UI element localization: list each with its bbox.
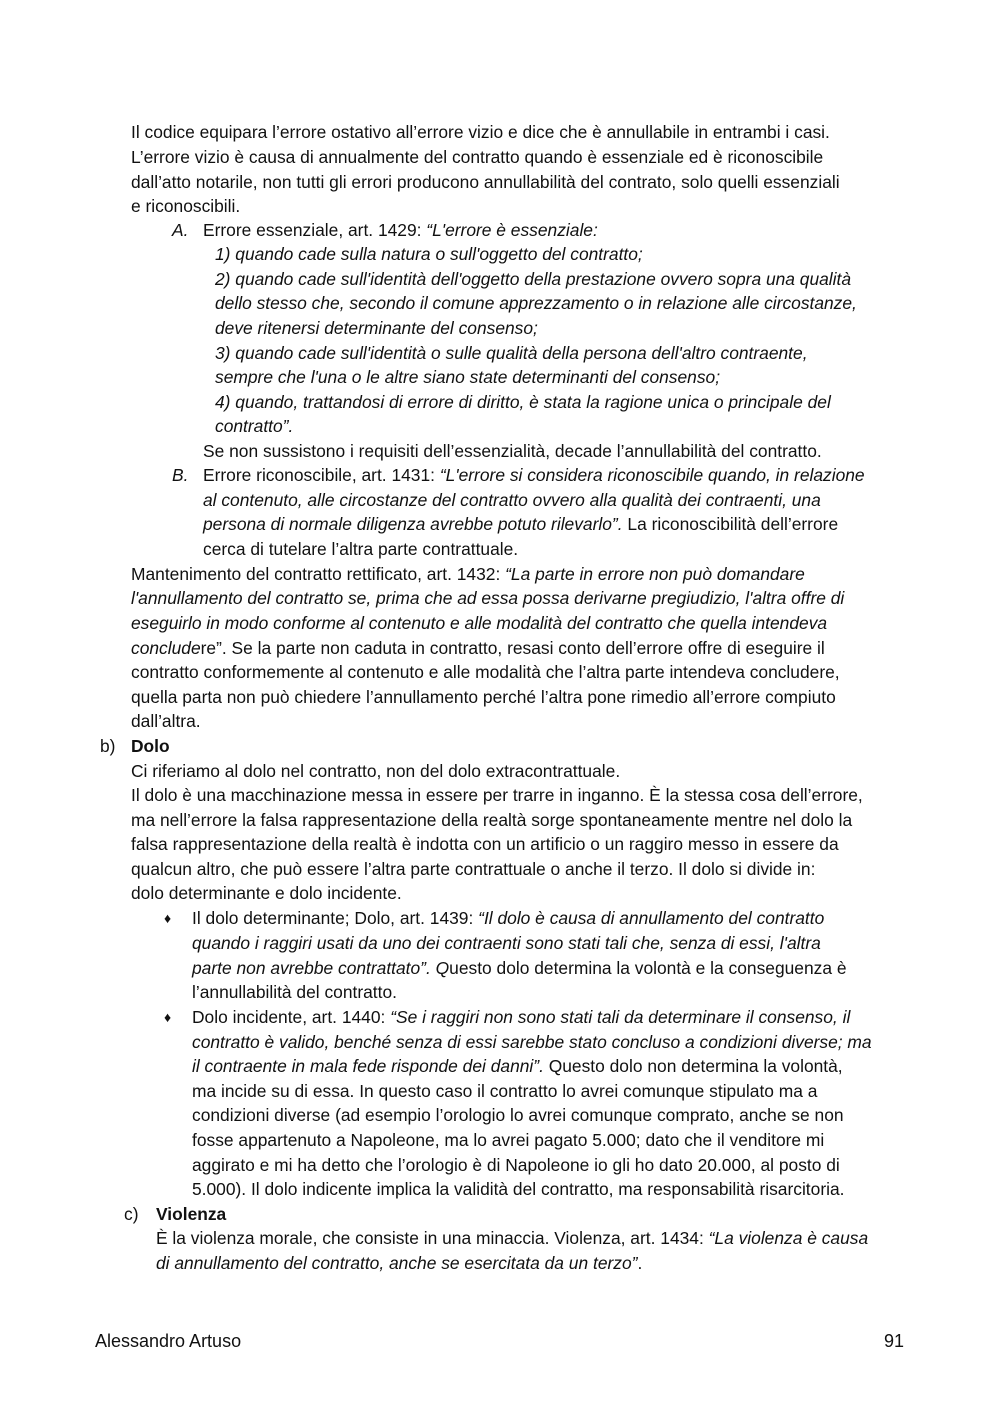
violenza-marker: c): [124, 1204, 139, 1224]
item-a-marker: A.: [172, 220, 189, 240]
article-1429-point-3b: sempre che l'una o le altre siano state determinanti del consenso;: [215, 367, 721, 387]
bullet-2-quote-2: contratto è valido, benché senza di essi sarebbe stato concluso a condizioni diverse; ma: [192, 1032, 872, 1052]
item-a-line-1: [203, 218, 598, 242]
article-1429-point-1: 1) quando cade sulla natura o sull'oggetto del contratto;: [215, 244, 643, 264]
mantenimento-quote-4-tail: re”. Se la parte non caduta in contratto, resasi conto dell’errore offre di eseguire il: [200, 638, 825, 658]
item-b-marker: B.: [172, 465, 189, 485]
dolo-line-6: dolo determinante e dolo incidente.: [131, 883, 402, 903]
item-b-quote-3-tail: La riconoscibilità dell’errore: [622, 514, 839, 534]
bullet-1-quote-2: quando i raggiri usati da uno dei contraenti sono stati tali che, senza di essi, l'altra: [192, 933, 821, 953]
bullet-2-quote-1: “Se i raggiri non sono stati tali da determinare il consenso, il: [390, 1007, 851, 1027]
page-number: 91: [883, 1331, 904, 1351]
intro-line-3: dall’atto notarile, non tutti gli errori producono annullabilità del contrato, solo quelli essenziali: [131, 172, 840, 192]
mantenimento-lead: Mantenimento del contratto rettificato, art. 1432:: [131, 564, 506, 584]
item-b-line-4: cerca di tutelare l’altra parte contrattuale.: [203, 539, 519, 559]
mantenimento-quote-2: l'annullamento del contratto se, prima che ad essa possa derivarne pregiudizio, l'altra offre di: [131, 588, 845, 608]
violenza-heading: Violenza: [156, 1204, 227, 1224]
violenza-quote-2-tail: .: [637, 1253, 643, 1273]
item-b-quote-2: al contenuto, alle circostanze del contratto ovvero alla qualità dei contraenti, una: [203, 490, 821, 510]
bullet-1-quote-1: “Il dolo è causa di annullamento del contratto: [478, 908, 825, 928]
bullet-1-line-1: [192, 906, 824, 930]
intro-line-1: Il codice equipara l’errore ostativo all’errore vizio e dice che è annullabile in entrambi i casi.: [131, 122, 830, 142]
item-a-lead-quote: “L'errore è essenziale:: [426, 220, 598, 240]
bullet-2-line-3: [192, 1054, 843, 1078]
bullet-1-lead: Il dolo determinante; Dolo, art. 1439:: [192, 908, 479, 928]
mantenimento-quote-4: conclude: [131, 638, 201, 658]
mantenimento-line-5: contratto conformemente al contenuto e alle modalità che l’altra parte intendeva concludere,: [131, 662, 840, 682]
article-1429-point-4a: 4) quando, trattandosi di errore di diritto, è stata la ragione unica o principale del: [215, 392, 831, 412]
article-1429-point-2a: 2) quando cade sull'identità dell'oggetto della prestazione ovvero sopra una qualità: [215, 269, 852, 289]
item-b-quote-3: persona di normale diligenza avrebbe potuto rilevarlo”.: [203, 514, 623, 534]
bullet-2-line-1: [192, 1005, 850, 1029]
item-b-line-3: [203, 512, 838, 536]
violenza-line-2: [156, 1251, 642, 1275]
item-a-after: Se non sussistono i requisiti dell’essenzialità, decade l’annullabilità del contratto.: [203, 441, 822, 461]
bullet-2-line-6: fosse appartenuto a Napoleone, ma lo avrei pagato 5.000; dato che il venditore mi: [192, 1130, 825, 1150]
bullet-1-line-4: l’annullabilità del contratto.: [192, 982, 397, 1002]
bullet-1-line-3: [192, 956, 847, 980]
bullet-2-quote-3: il contraente in mala fede risponde dei danni”.: [192, 1056, 544, 1076]
bullet-2-quote-3-tail: Questo dolo non determina la volontà,: [543, 1056, 843, 1076]
item-a-lead: Errore essenziale, art. 1429:: [203, 220, 427, 240]
dolo-marker: b): [100, 736, 116, 756]
footer-author: Alessandro Artuso: [95, 1331, 242, 1351]
dolo-line-2: Il dolo è una macchinazione messa in essere per trarre in inganno. È la stessa cosa dell’errore,: [131, 785, 863, 805]
mantenimento-line-1: [131, 562, 805, 586]
mantenimento-line-4: [131, 636, 825, 660]
dolo-line-1: Ci riferiamo al dolo nel contratto, non del dolo extracontrattuale.: [131, 761, 621, 781]
dolo-heading: Dolo: [131, 736, 170, 756]
mantenimento-quote-3: eseguirlo in modo conforme al contenuto e alle modalità del contratto che quella intendeva: [131, 613, 828, 633]
intro-line-4: e riconoscibili.: [131, 196, 241, 216]
bullet-2-line-8: 5.000). Il dolo indicente implica la validità del contratto, ma responsabilità risarcitoria.: [192, 1179, 845, 1199]
intro-line-2: L’errore vizio è causa di annualmente del contratto quando è essenziale ed è riconoscibile: [131, 147, 824, 167]
bullet-1-diamond-icon: ♦: [164, 910, 172, 926]
article-1429-point-2c: deve ritenersi determinante del consenso;: [215, 318, 538, 338]
dolo-line-3: ma nell’errore la falsa rappresentazione della realtà sorge spontaneamente mentre nel dolo la: [131, 810, 853, 830]
item-b-line-1: [203, 463, 865, 487]
bullet-2-line-7: aggirato e mi ha detto che l’orologio è di Napoleone io gli ho dato 20.000, al posto di: [192, 1155, 840, 1175]
violenza-quote-1: “La violenza è causa: [708, 1228, 869, 1248]
item-b-lead: Errore riconoscibile, art. 1431:: [203, 465, 440, 485]
bullet-2-diamond-icon: ♦: [164, 1009, 172, 1025]
violenza-lead: È la violenza morale, che consiste in una minaccia. Violenza, art. 1434:: [156, 1228, 709, 1248]
item-b-quote-1: “L'errore si considera riconoscibile quando, in relazione: [439, 465, 865, 485]
dolo-line-4: falsa rappresentazione della realtà è indotta con un artificio o un raggiro messo in essere da: [131, 834, 839, 854]
bullet-1-quote-3-tail: uesto dolo determina la volontà e la conseguenza è: [449, 958, 847, 978]
bullet-2-lead: Dolo incidente, art. 1440:: [192, 1007, 391, 1027]
violenza-quote-2: di annullamento del contratto, anche se esercitata da un terzo”: [156, 1253, 638, 1273]
mantenimento-line-6: quella parta non può chiedere l’annullamento perché l’altra pone rimedio all’errore compiuto: [131, 687, 836, 707]
bullet-2-line-4: ma incide su di essa. In questo caso il contratto lo avrei comunque stipulato ma a: [192, 1081, 818, 1101]
dolo-line-5: qualcun altro, che può essere l’altra parte contrattuale o anche il terzo. Il dolo si divide in:: [131, 859, 816, 879]
violenza-line-1: [156, 1226, 868, 1250]
mantenimento-line-7: dall’altra.: [131, 711, 201, 731]
article-1429-point-2b: dello stesso che, secondo il comune apprezzamento o in relazione alle circostanze,: [215, 293, 857, 313]
mantenimento-quote-1: “La parte in errore non può domandare: [505, 564, 805, 584]
bullet-2-line-5: condizioni diverse (ad esempio l’orologio lo avrei comunque comprato, anche se non: [192, 1105, 844, 1125]
article-1429-point-4b: contratto”.: [215, 416, 294, 436]
article-1429-point-3a: 3) quando cade sull'identità o sulle qualità della persona dell'altro contraente,: [215, 343, 808, 363]
bullet-1-quote-3: parte non avrebbe contrattato”. Q: [192, 958, 450, 978]
